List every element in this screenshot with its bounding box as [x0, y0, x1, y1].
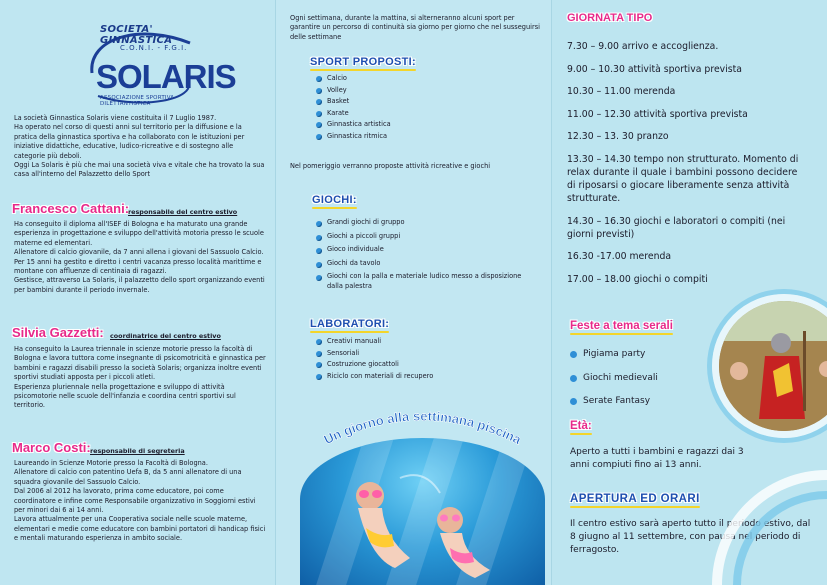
staff-bio [14, 459, 266, 544]
feste-title [570, 320, 673, 332]
eta-title-text: Età: [570, 420, 592, 432]
pool-banner-arc [300, 398, 545, 458]
list-item [316, 108, 536, 120]
bullet-icon [316, 275, 322, 281]
list-item [316, 259, 531, 269]
title-underline [310, 331, 389, 333]
list-item-label: Giochi da tavolo [327, 258, 381, 267]
list-item [316, 245, 531, 255]
schedule-row: 14.30 – 16.30 giochi e laboratori o compiti (nei giorni previsti) [567, 215, 786, 240]
sport-title-text: SPORT PROPOSTI: [310, 56, 416, 68]
solaris-logo [70, 18, 236, 108]
bullet-icon [316, 134, 322, 140]
staff-bio-line: Allenatore di calcio con patentino Uefa B, da 5 anni allenatore di una squadra giovanile del Sassuolo Calcio. [14, 468, 242, 486]
title-underline [312, 207, 357, 209]
schedule-row: 12.30 – 13. 30 pranzo [567, 131, 669, 143]
sports-intro: Ogni settimana, durante la mattina, si alterneranno alcuni sport per garantire un percorso di continuità sia giorno per giorno che nel susseguirsi delle settimane [290, 14, 540, 41]
giochi-list [316, 218, 531, 295]
logo-top-text: SOCIETA' GINNASTICA [100, 24, 173, 46]
bullet-icon [316, 262, 322, 268]
list-item [570, 395, 710, 408]
intro-paragraph: Oggi La Solaris è più che mai una società viva e vitale che ha trovato la sua casa all'interno del Palazzetto dello Sport [14, 161, 265, 179]
staff-role: responsabile del centro estivo [128, 208, 238, 216]
fold-line [275, 0, 276, 585]
list-item [570, 372, 710, 385]
eta-text: Aperto a tutti i bambini e ragazzi dai 3 anni compiuti fino ai 13 anni. [570, 447, 744, 470]
list-item-label: Creativi manuali [327, 337, 382, 345]
schedule-row: 11.00 – 12.30 attività sportiva prevista [567, 108, 748, 120]
title-underline [310, 69, 416, 71]
logo-coni-text: C.O.N.I. - F.G.I. [120, 44, 188, 52]
list-item-label: Costruzione giocattoli [327, 360, 399, 369]
title-underline [570, 433, 592, 435]
staff-bio-line: Ha conseguito la Laurea triennale in scienze motorie presso la facoltà di Bologna e lavora tuttora come insegnante di psicomotricità e ginnastica per bambini e ragazzi disabili presso la società Solaris; organizza inoltre eventi sportivi studiati apposta per i piccoli atleti. [14, 345, 266, 382]
list-item-label: Sensoriali [327, 348, 360, 357]
staff-bio-line: Laureando in Scienze Motorie presso la Facoltà di Bologna. [14, 459, 208, 467]
list-item [316, 96, 536, 108]
apertura-text: Il centro estivo sarà aperto tutto il periodo estivo, dal 8 giugno al 11 settembre, con pausa nel periodo di ferragosto. [570, 519, 811, 555]
list-item-label: Ginnastica ritmica [327, 131, 388, 140]
staff-bio-line: Per 15 anni ha gestito e diretto i centri vacanza presso località marittime e montane con affluenze di centinaia di ragazzi. [14, 257, 262, 276]
list-item [316, 131, 536, 143]
feste-list [570, 348, 710, 419]
bullet-icon [570, 375, 577, 382]
list-item-label: Giochi con la palla e materiale ludico messo a disposizione dalla palestra [327, 272, 522, 290]
bullet-icon [316, 76, 322, 82]
list-item-label: Gioco individuale [327, 245, 384, 253]
list-item [316, 371, 531, 383]
list-item-label: Pigiama party [583, 349, 646, 359]
sports-list [316, 73, 536, 143]
bullet-icon [316, 111, 322, 117]
pool-photo [300, 438, 545, 585]
bullet-icon [316, 221, 322, 227]
bullet-icon [316, 99, 322, 105]
schedule-row: 10.30 – 11.00 merenda [567, 86, 676, 98]
list-item-label: Giochi medievali [583, 372, 658, 383]
swimming-kids-icon [300, 438, 545, 585]
schedule-row: 9.00 – 10.30 attività sportiva prevista [567, 63, 742, 75]
list-item [316, 85, 536, 97]
list-item [316, 272, 531, 291]
list-item-label: Giochi a piccoli gruppi [327, 231, 401, 240]
staff-bio-line: Gestisce, attraverso La Solaris, il palazzetto dello sport organizzando eventi per bambini durante il periodo invernale. [14, 276, 265, 294]
laboratori-title [310, 318, 389, 330]
list-item-label: Grandi giochi di gruppo [327, 218, 405, 226]
bullet-icon [316, 374, 322, 380]
staff-bio-line: Allenatore di calcio giovanile, da 7 anni allena i giovani del Sassuolo Calcio. [14, 248, 264, 257]
list-item [316, 119, 536, 131]
staff-bio [14, 220, 266, 295]
bullet-icon [570, 398, 577, 405]
bullet-icon [570, 351, 577, 358]
staff-role: responsabile di segreteria [90, 447, 185, 455]
schedule-row: 7.30 – 9.00 arrivo e accoglienza. [567, 41, 719, 52]
schedule-row: 13.30 – 14.30 tempo non strutturato. Momento di relax durante il quale i bambini possono decidere di riposarsi o giocare liberamente senza attività strutturate. [567, 153, 799, 204]
bullet-icon [316, 235, 322, 241]
schedule [567, 40, 807, 295]
list-item [316, 359, 531, 371]
list-item-label: Serate Fantasy [583, 396, 651, 406]
list-item-label: Karate [327, 108, 349, 117]
list-item [570, 348, 710, 361]
staff-name: Marco Costi: [12, 440, 91, 455]
staff-name: Silvia Gazzetti: [12, 325, 104, 340]
staff-bio-line: Lavora attualmente per una Cooperativa sociale nelle scuole materne, elementari e medie come educatore con bambini portatori di handicap fisici e mentali maturando esperienza in ambito sociale. [14, 515, 266, 543]
title-underline [570, 333, 673, 335]
giochi-title [312, 194, 357, 206]
list-item-label: Volley [327, 85, 347, 94]
intro-paragraph: La società Ginnastica Solaris viene costituita il 7 Luglio 1987. [14, 114, 217, 122]
intro-text [14, 114, 266, 180]
laboratori-title-text: LABORATORI: [310, 318, 390, 330]
staff-bio-line: Esperienza pluriennale nella progettazione e sviluppo di attività psicomotorie nelle scuole dell'infanzia e coordina centri sportivi sul territorio. [14, 382, 236, 410]
staff-role: coordinatrice del centro estivo [110, 332, 221, 340]
staff-name: Francesco Cattani: [12, 201, 130, 216]
apertura-title-text: APERTURA ED ORARI [570, 493, 700, 505]
logo-name: SOLARIS [96, 58, 236, 95]
bullet-icon [316, 122, 322, 128]
bullet-icon [316, 362, 322, 368]
schedule-row: 16.30 -17.00 merenda [567, 251, 672, 263]
list-item [316, 73, 536, 85]
feste-title-text: Feste a tema serali [570, 320, 673, 332]
pool-banner-text: Un giorno alla settimana piscina [321, 408, 524, 448]
svg-text:Un giorno alla settimana pisci [321, 408, 524, 447]
list-item [316, 348, 531, 360]
list-item [316, 218, 531, 228]
fold-line [551, 0, 552, 585]
eta-title [570, 420, 592, 432]
bullet-icon [316, 351, 322, 357]
bullet-icon [316, 88, 322, 94]
bullet-icon [316, 248, 322, 254]
sports-note: Nel pomeriggio verranno proposte attività ricreative e giochi [290, 162, 491, 170]
staff-bio [14, 345, 266, 411]
knight-icon [719, 301, 827, 431]
sport-title [310, 56, 416, 68]
list-item-label: Calcio [327, 74, 347, 82]
list-item [316, 336, 531, 348]
logo-subtitle: ASSOCIAZIONE SPORTIVA DILETTANTISTICA [100, 95, 175, 107]
list-item [316, 232, 531, 242]
giochi-title-text: GIOCHI: [312, 194, 357, 206]
schedule-row: 17.00 – 18.00 giochi o compiti [567, 273, 708, 285]
list-item-label: Ginnastica artistica [327, 120, 391, 129]
bullet-icon [316, 339, 322, 345]
list-item-label: Basket [327, 97, 350, 106]
laboratori-list [316, 336, 531, 382]
staff-bio-line: Ha conseguito il diploma all'ISEF di Bologna e ha maturato una grande esperienza in progettazione e sviluppo dell'attività motoria presso le scuole materne ed elementari. [14, 220, 264, 247]
staff-bio-line: Dal 2006 al 2012 ha lavorato, prima come educatore, poi come coordinatore e infine come Responsabile organizzativo in Soggiorni estivi per minori dai 6 ai 14 anni. [14, 487, 256, 515]
list-item-label: Riciclo con materiali di recupero [327, 371, 434, 380]
swirl-decoration-icon [677, 465, 827, 585]
intro-paragraph: Ha operato nel corso di questi anni sul territorio per la diffusione e la pratica della ginnastica sportiva e ha collaborato con le istituzioni per iniziative didattiche, educative, ludico-ricreative e di sostegno alle categorie più deboli. [14, 123, 245, 160]
giornata-title: GIORNATA TIPO [567, 12, 653, 24]
